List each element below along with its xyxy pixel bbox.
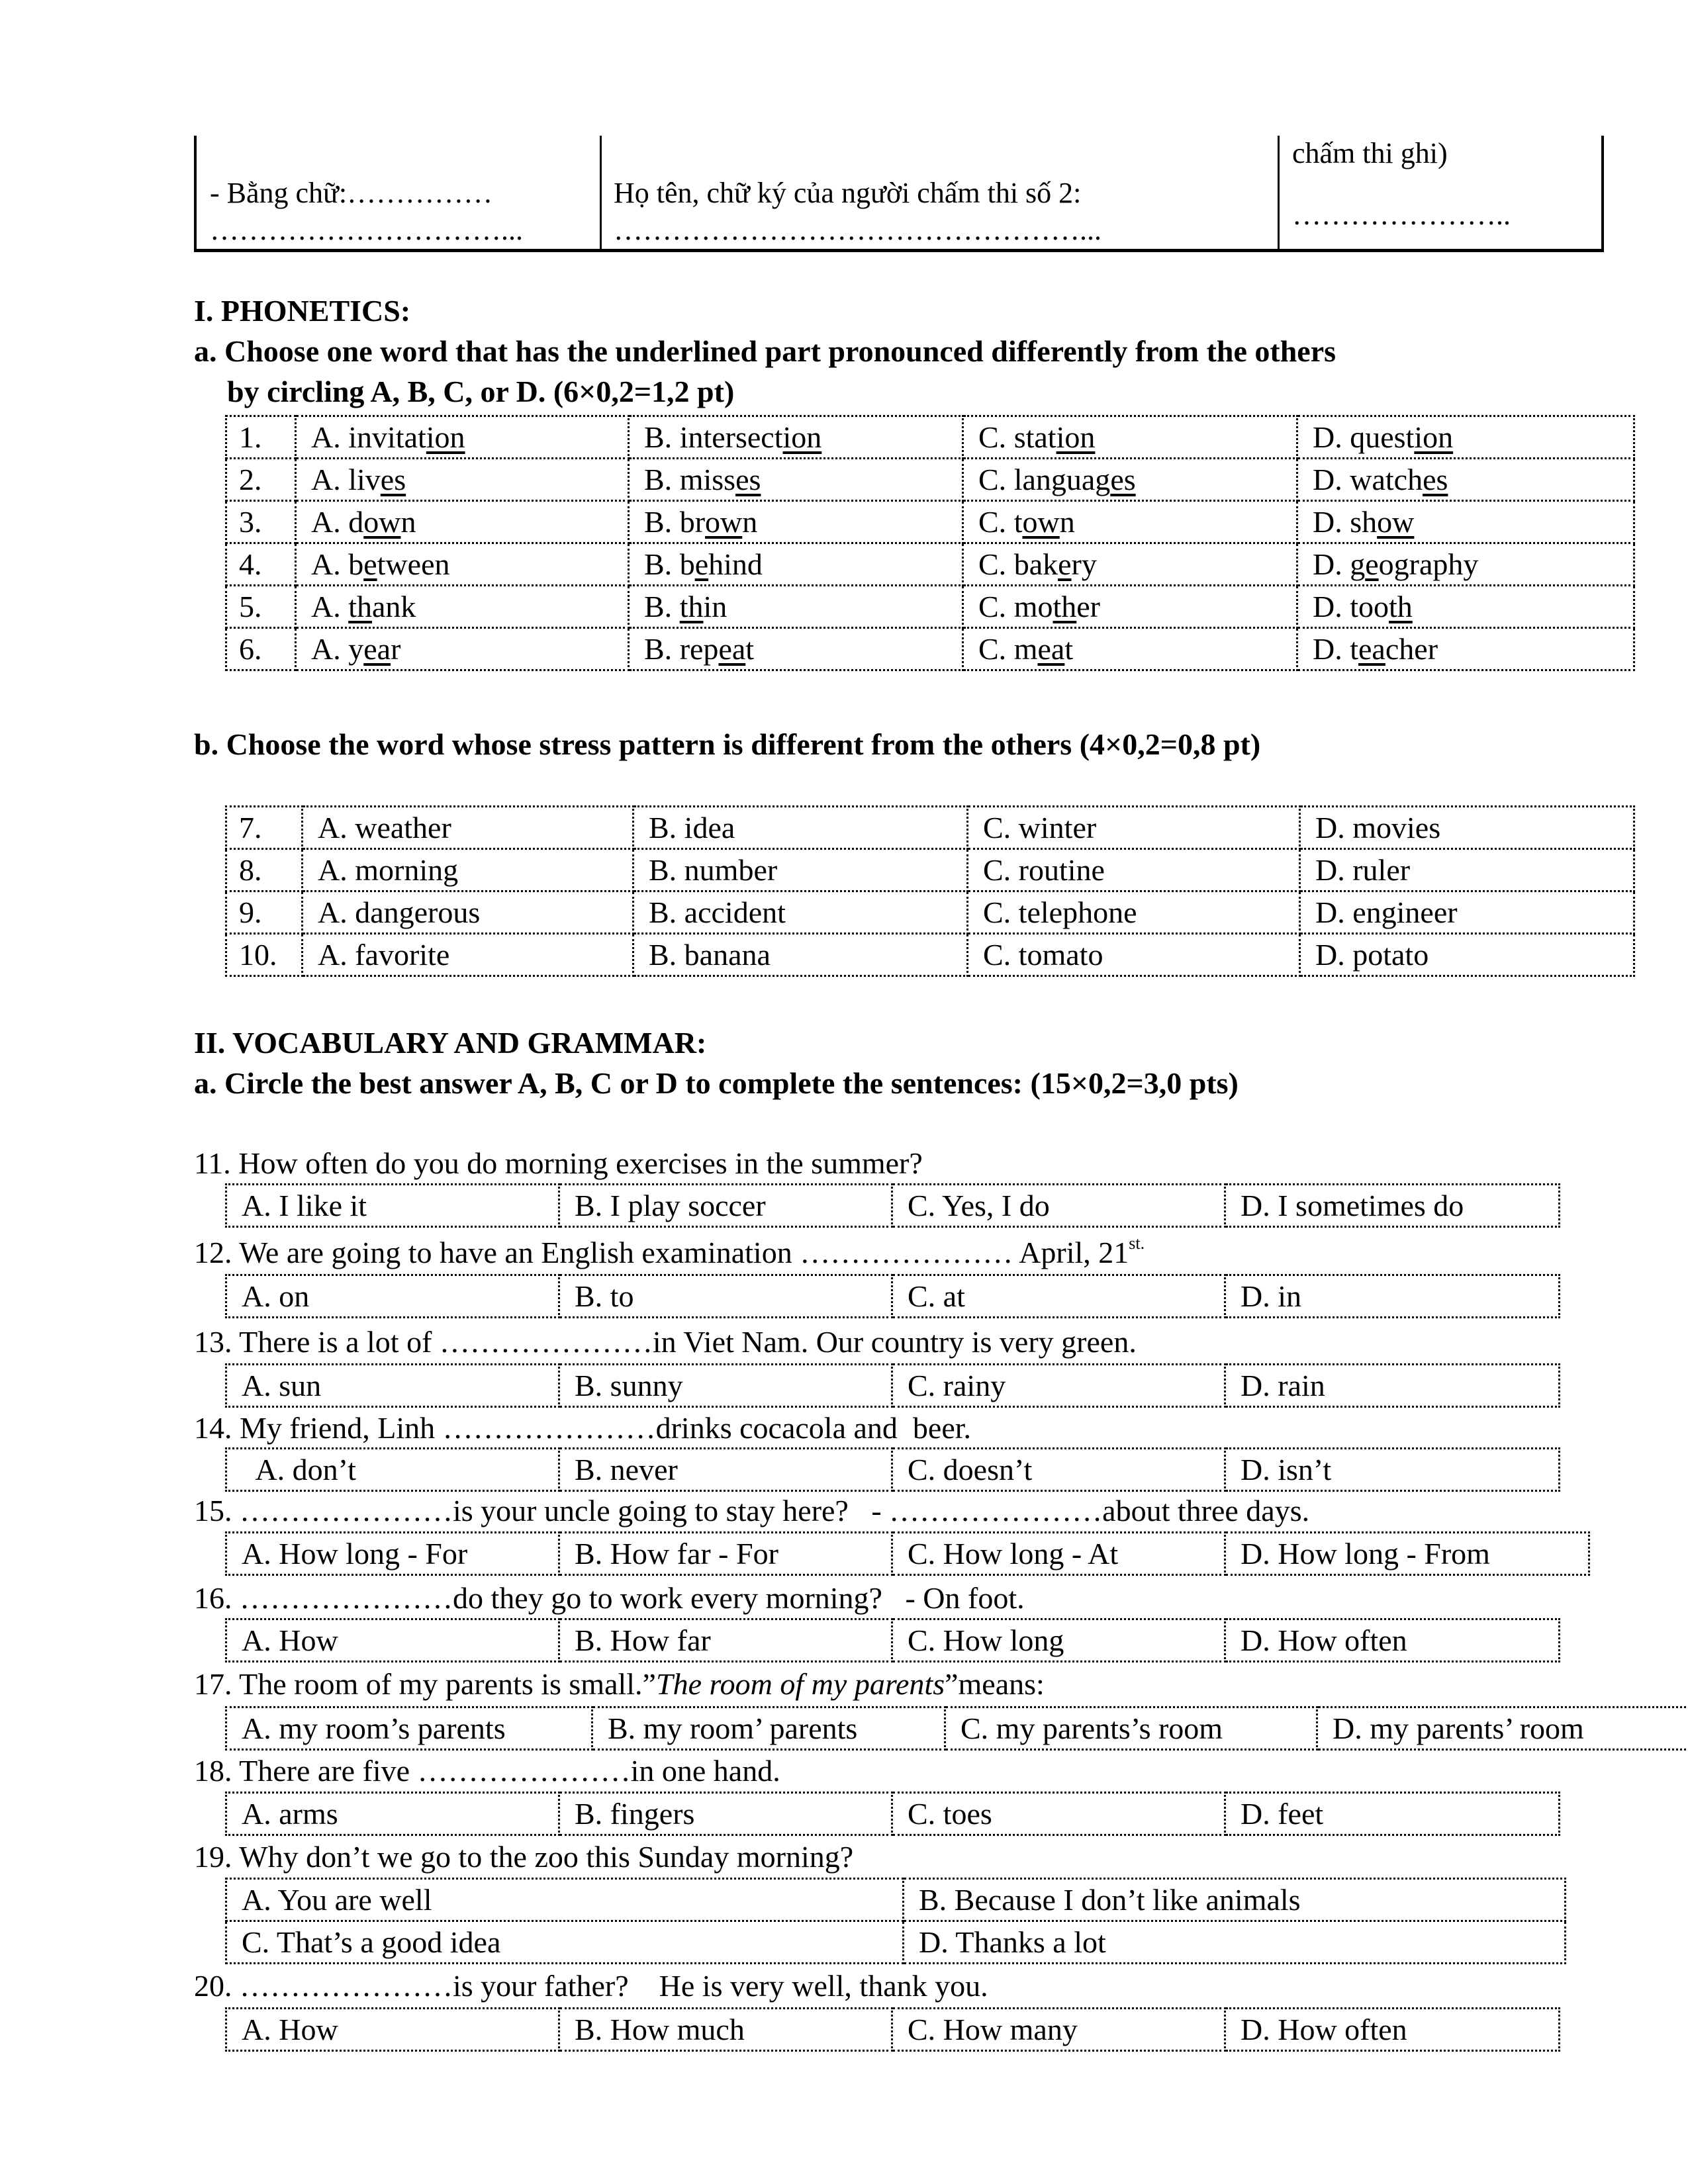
answer-option[interactable]: C. rainy xyxy=(892,1365,1225,1407)
answer-option[interactable]: D. my parents’ room xyxy=(1317,1707,1688,1750)
word-part: invitat xyxy=(348,420,426,454)
word-part: languag xyxy=(1013,463,1111,496)
answer-option[interactable]: B. number xyxy=(633,849,968,891)
option-letter: B. xyxy=(644,632,680,666)
options-table xyxy=(225,2007,1560,2052)
answer-option[interactable]: C. doesn’t xyxy=(892,1449,1225,1491)
question-stem xyxy=(194,1666,1045,1702)
answer-option[interactable] xyxy=(296,628,629,670)
answer-option[interactable]: D. ruler xyxy=(1300,849,1634,891)
answer-option[interactable]: B. my room’ parents xyxy=(592,1707,945,1750)
option-letter: A. xyxy=(311,420,349,454)
question-stem xyxy=(194,1324,1137,1360)
option-letter: C. xyxy=(978,420,1014,454)
answer-option[interactable] xyxy=(296,416,629,459)
answer-option[interactable] xyxy=(629,501,963,543)
answer-option[interactable]: A. How xyxy=(226,1619,559,1662)
answer-option[interactable] xyxy=(1297,501,1634,543)
answer-option[interactable]: A. on xyxy=(226,1275,559,1318)
answer-option[interactable] xyxy=(629,628,963,670)
section2-title: II. VOCABULARY AND GRAMMAR: xyxy=(194,1026,707,1060)
answer-option[interactable] xyxy=(963,416,1297,459)
option-letter: C. xyxy=(978,632,1014,666)
answer-option[interactable]: B. fingers xyxy=(559,1793,892,1835)
answer-option[interactable]: C. How long xyxy=(892,1619,1225,1662)
table-row xyxy=(226,1365,1560,1407)
question-number: 6. xyxy=(226,628,296,670)
word-part: rep xyxy=(679,632,719,666)
answer-option[interactable]: C. at xyxy=(892,1275,1225,1318)
underlined-part: es xyxy=(735,463,761,496)
answer-option[interactable]: D. feet xyxy=(1225,1793,1560,1835)
answer-option[interactable]: D. engineer xyxy=(1300,891,1634,934)
part-a-instruction-cont: by circling A, B, C, or D. (6×0,2=1,2 pt) xyxy=(227,375,735,408)
option-letter: D. xyxy=(1313,463,1350,496)
underlined-part: ion xyxy=(1414,420,1454,454)
options-table xyxy=(225,1706,1688,1751)
answer-option[interactable] xyxy=(963,586,1297,628)
word-part: d xyxy=(348,505,364,539)
word-part: watch xyxy=(1350,463,1423,496)
answer-option[interactable] xyxy=(629,586,963,628)
question-stem xyxy=(194,1968,988,2004)
answer-option[interactable]: C. routine xyxy=(968,849,1300,891)
grader-note-field[interactable]: ………………….. xyxy=(1292,199,1511,231)
underlined-part: ow xyxy=(1022,505,1060,539)
answer-option[interactable] xyxy=(296,586,629,628)
table-row xyxy=(226,1185,1560,1227)
answer-option[interactable]: B. idea xyxy=(633,807,968,849)
question-number: 8. xyxy=(226,849,303,891)
table-row xyxy=(226,1533,1589,1575)
option-letter: B. xyxy=(644,463,680,496)
grader2-label: Họ tên, chữ ký của người chấm thi số 2: xyxy=(614,177,1082,209)
options-table xyxy=(225,1531,1590,1576)
option-letter: C. xyxy=(978,463,1014,496)
question-stem xyxy=(194,1410,971,1446)
word-part: n xyxy=(400,505,416,539)
options-table xyxy=(225,1792,1560,1836)
option-letter: A. xyxy=(311,547,349,581)
table-row xyxy=(226,1793,1560,1835)
stem-text: ”means: xyxy=(945,1667,1045,1701)
word-part: br xyxy=(679,505,706,539)
table-row xyxy=(226,1619,1560,1662)
table-row xyxy=(226,1449,1560,1491)
word-part: r xyxy=(391,632,401,666)
word-part: tween xyxy=(377,547,450,581)
underlined-part: es xyxy=(1423,463,1448,496)
option-letter: C. xyxy=(978,505,1014,539)
word-part: t xyxy=(1013,505,1023,539)
word-part: quest xyxy=(1350,420,1415,454)
word-part: miss xyxy=(679,463,736,496)
underlined-part: th xyxy=(1389,590,1413,623)
grader-info-table xyxy=(194,136,1604,252)
underlined-part: th xyxy=(1053,590,1077,623)
question-number: 9. xyxy=(226,891,303,934)
part-b-instruction: b. Choose the word whose stress pattern is different from the others (4×0,2=0,8 pt) xyxy=(194,727,1261,761)
question-stem xyxy=(194,1235,1145,1271)
stem-text: 13. There is a lot of …………………in Viet Nam. Our country is very green. xyxy=(194,1325,1137,1359)
table-row xyxy=(226,849,1634,891)
options-table xyxy=(225,1447,1560,1492)
answer-option[interactable]: D. movies xyxy=(1300,807,1634,849)
answer-option[interactable]: A. favorite xyxy=(303,934,633,976)
answer-option[interactable] xyxy=(1297,416,1634,459)
score-in-words-label: - Bằng chữ:…………… xyxy=(210,177,493,209)
stem-text: 12. We are going to have an English examination ………………… April, 21 xyxy=(194,1236,1129,1269)
table-row xyxy=(226,416,1634,459)
word-part: in xyxy=(703,590,727,623)
word-part: t xyxy=(745,632,755,666)
underlined-part: th xyxy=(679,590,704,623)
word-part: ank xyxy=(372,590,416,623)
answer-option[interactable] xyxy=(629,416,963,459)
word-part: y xyxy=(348,632,364,666)
word-part: er xyxy=(1076,590,1100,623)
answer-option[interactable]: C. That’s a good idea xyxy=(226,1921,904,1964)
answer-option[interactable]: B. accident xyxy=(633,891,968,934)
answer-option[interactable] xyxy=(963,628,1297,670)
answer-option[interactable]: D. rain xyxy=(1225,1365,1560,1407)
answer-option[interactable] xyxy=(629,459,963,501)
answer-option[interactable]: C. Yes, I do xyxy=(892,1185,1225,1227)
answer-option[interactable]: C. How many xyxy=(892,2009,1225,2051)
word-part: n xyxy=(742,505,758,539)
table-row xyxy=(226,501,1634,543)
answer-option[interactable]: D. potato xyxy=(1300,934,1634,976)
option-letter: C. xyxy=(978,547,1014,581)
underlined-part: e xyxy=(1365,547,1379,581)
underlined-part: e xyxy=(694,547,709,581)
table-row xyxy=(226,891,1634,934)
question-number: 1. xyxy=(226,416,296,459)
answer-option[interactable] xyxy=(629,543,963,586)
answer-option[interactable]: A. don’t xyxy=(226,1449,559,1491)
section2-part-a-instruction: a. Circle the best answer A, B, C or D to complete the sentences: (15×0,2=3,0 pts) xyxy=(194,1066,1239,1100)
answer-option[interactable] xyxy=(1297,543,1634,586)
word-part: mo xyxy=(1013,590,1053,623)
word-part: cher xyxy=(1385,632,1438,666)
table-row xyxy=(226,807,1634,849)
phonetics-table xyxy=(225,415,1635,671)
underlined-part: ea xyxy=(1037,632,1065,666)
word-part: t xyxy=(1350,632,1359,666)
answer-option[interactable]: D. in xyxy=(1225,1275,1560,1318)
word-part: stat xyxy=(1013,420,1056,454)
answer-option[interactable]: A. How xyxy=(226,2009,559,2051)
word-part: b xyxy=(679,547,695,581)
stem-text: 19. Why don’t we go to the zoo this Sunday morning? xyxy=(194,1840,854,1874)
answer-option[interactable]: C. tomato xyxy=(968,934,1300,976)
word-part: too xyxy=(1350,590,1389,623)
options-table xyxy=(225,1618,1560,1662)
question-stem xyxy=(194,1493,1309,1529)
answer-option[interactable]: A. dangerous xyxy=(303,891,633,934)
answer-option[interactable] xyxy=(296,501,629,543)
word-part: liv xyxy=(348,463,381,496)
answer-option[interactable]: D. I sometimes do xyxy=(1225,1185,1560,1227)
answer-option[interactable]: A. sun xyxy=(226,1365,559,1407)
question-stem xyxy=(194,1580,1025,1616)
underlined-part: ow xyxy=(1377,505,1415,539)
table-row xyxy=(226,2009,1560,2051)
answer-option[interactable]: A. I like it xyxy=(226,1185,559,1227)
stem-text: 17. The room of my parents is small.” xyxy=(194,1667,656,1701)
underlined-part: ea xyxy=(1358,632,1385,666)
answer-option[interactable]: C. telephone xyxy=(968,891,1300,934)
stem-text: 20. …………………is your father? He is very well, thank you. xyxy=(194,1969,988,2003)
answer-option[interactable]: A. How long - For xyxy=(226,1533,559,1575)
stem-italic: The room of my parents xyxy=(655,1667,945,1701)
option-letter: A. xyxy=(311,463,349,496)
part-a-instruction: a. Choose one word that has the underlined part pronounced differently from the others xyxy=(194,334,1336,368)
answer-option[interactable]: B. How far xyxy=(559,1619,892,1662)
option-letter: D. xyxy=(1313,505,1350,539)
word-part: hind xyxy=(708,547,763,581)
column-divider xyxy=(1278,136,1280,249)
option-letter: B. xyxy=(644,505,680,539)
word-part: n xyxy=(1059,505,1075,539)
option-letter: A. xyxy=(311,632,349,666)
word-part: g xyxy=(1350,547,1366,581)
option-letter: B. xyxy=(644,547,680,581)
answer-option[interactable]: A. my room’s parents xyxy=(226,1707,592,1750)
word-part: m xyxy=(1013,632,1038,666)
section1-title: I. PHONETICS: xyxy=(194,294,411,328)
answer-option[interactable]: D. isn’t xyxy=(1225,1449,1560,1491)
column-divider xyxy=(600,136,602,249)
stress-table xyxy=(225,805,1635,977)
answer-option[interactable] xyxy=(963,459,1297,501)
question-number: 10. xyxy=(226,934,303,976)
underlined-part: ow xyxy=(705,505,743,539)
option-letter: A. xyxy=(311,505,349,539)
word-part: ography xyxy=(1378,547,1479,581)
question-number: 7. xyxy=(226,807,303,849)
answer-option[interactable]: B. banana xyxy=(633,934,968,976)
answer-option[interactable] xyxy=(1297,586,1634,628)
option-letter: A. xyxy=(311,590,349,623)
underlined-part: e xyxy=(1058,547,1072,581)
answer-option[interactable]: D. How often xyxy=(1225,1619,1560,1662)
word-part: intersect xyxy=(679,420,783,454)
underlined-part: e xyxy=(363,547,377,581)
underlined-part: es xyxy=(380,463,406,496)
word-part: b xyxy=(348,547,364,581)
stem-text: 18. There are five …………………in one hand. xyxy=(194,1754,780,1788)
table-row xyxy=(226,459,1634,501)
answer-option[interactable]: B. I play soccer xyxy=(559,1185,892,1227)
answer-option[interactable]: B. to xyxy=(559,1275,892,1318)
question-stem xyxy=(194,1146,923,1181)
grader-note-label: chấm thi ghi) xyxy=(1292,137,1448,169)
underlined-part: ow xyxy=(363,505,401,539)
question-number: 5. xyxy=(226,586,296,628)
stem-text: 14. My friend, Linh …………………drinks cocacola and beer. xyxy=(194,1411,972,1445)
table-row xyxy=(226,1275,1560,1318)
option-letter: D. xyxy=(1313,590,1350,623)
underlined-part: ion xyxy=(1056,420,1096,454)
option-letter: D. xyxy=(1313,632,1350,666)
answer-option[interactable]: C. toes xyxy=(892,1793,1225,1835)
option-letter: D. xyxy=(1313,420,1350,454)
word-part: bak xyxy=(1013,547,1058,581)
answer-option[interactable]: D. How long - From xyxy=(1225,1533,1589,1575)
answer-option[interactable]: D. Thanks a lot xyxy=(904,1921,1566,1964)
question-number: 4. xyxy=(226,543,296,586)
answer-option[interactable] xyxy=(963,543,1297,586)
answer-option[interactable] xyxy=(963,501,1297,543)
word-part: ry xyxy=(1071,547,1097,581)
answer-option[interactable]: C. my parents’s room xyxy=(945,1707,1317,1750)
superscript: st. xyxy=(1129,1234,1145,1253)
answer-option[interactable] xyxy=(296,459,629,501)
options-table xyxy=(225,1878,1566,1964)
answer-option[interactable]: A. arms xyxy=(226,1793,559,1835)
underlined-part: es xyxy=(1110,463,1136,496)
answer-option[interactable] xyxy=(1297,628,1634,670)
answer-option[interactable] xyxy=(296,543,629,586)
answer-option[interactable]: B. Because I don’t like animals xyxy=(904,1879,1566,1921)
options-table xyxy=(225,1183,1560,1228)
word-part: t xyxy=(1064,632,1074,666)
question-number: 2. xyxy=(226,459,296,501)
underlined-part: ion xyxy=(426,420,465,454)
option-letter: B. xyxy=(644,590,680,623)
answer-option[interactable]: D. How often xyxy=(1225,2009,1560,2051)
answer-option[interactable]: A. morning xyxy=(303,849,633,891)
stem-text: 16. …………………do they go to work every morning? - On foot. xyxy=(194,1581,1025,1615)
table-row xyxy=(226,628,1634,670)
option-letter: C. xyxy=(978,590,1014,623)
stem-text: 11. How often do you do morning exercises in the summer? xyxy=(194,1146,923,1180)
options-table xyxy=(225,1363,1560,1408)
answer-option[interactable]: B. How much xyxy=(559,2009,892,2051)
answer-option[interactable]: C. How long - At xyxy=(892,1533,1225,1575)
question-number: 3. xyxy=(226,501,296,543)
table-row xyxy=(226,1879,1566,1921)
table-row xyxy=(226,934,1634,976)
option-letter: D. xyxy=(1313,547,1350,581)
answer-option[interactable] xyxy=(1297,459,1634,501)
table-row xyxy=(226,1921,1566,1964)
underlined-part: ion xyxy=(782,420,822,454)
score-in-words-field[interactable]: …………………………... xyxy=(210,214,523,246)
answer-option[interactable]: B. How far - For xyxy=(559,1533,892,1575)
answer-option[interactable]: B. never xyxy=(559,1449,892,1491)
answer-option[interactable]: C. winter xyxy=(968,807,1300,849)
options-table xyxy=(225,1274,1560,1318)
table-row xyxy=(226,543,1634,586)
underlined-part: ea xyxy=(718,632,746,666)
question-stem xyxy=(194,1753,780,1789)
stem-text: 15. …………………is your uncle going to stay here? - …………………about three days. xyxy=(194,1494,1310,1527)
underlined-part: ea xyxy=(363,632,391,666)
question-stem xyxy=(194,1839,853,1875)
word-part: sh xyxy=(1350,505,1378,539)
underlined-part: th xyxy=(348,590,373,623)
option-letter: B. xyxy=(644,420,680,454)
grader2-field[interactable]: …………………………………………... xyxy=(614,214,1102,246)
answer-option[interactable]: B. sunny xyxy=(559,1365,892,1407)
table-row xyxy=(226,586,1634,628)
answer-option[interactable]: A. You are well xyxy=(226,1879,904,1921)
answer-option[interactable]: A. weather xyxy=(303,807,633,849)
table-row xyxy=(226,1707,1688,1750)
